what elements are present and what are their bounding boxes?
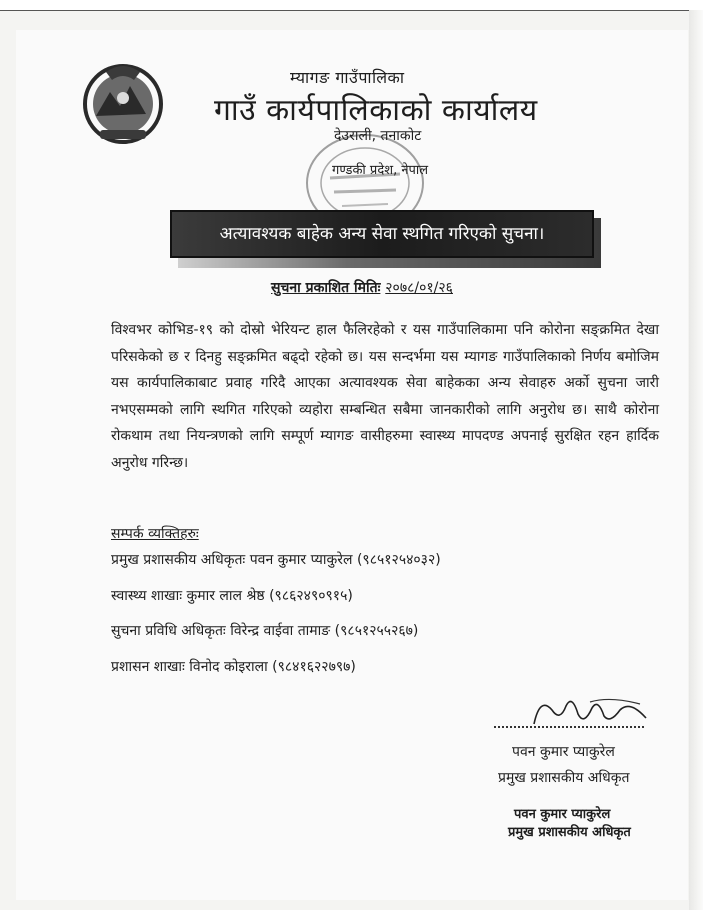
notice-body: विश्वभर कोभिड-१९ को दोस्रो भेरियन्ट हाल फैलिरहेको र यस गाउँपालिकामा पनि कोरोना सङ्क्रमित देखा परिसकेको छ र दिनहु सङ्क्रमित बढ्दो रहेको छ। यस सन्दर्भमा यस म्यागङ गाउँपालिकाको निर्णय बमोजिम यस कार्यपालिकाबाट प्रवाह गरिदै आएका अत्यावश्यक सेवा बाहेकका अन्य सेवाहरु अर्को सुचना जारी नभएसम्मको लागि स्थगित गरिएको व्यहोरा सम्बन्धित सबैमा जानकारीको लागि अनुरोध छ। साथै कोरोना रोकथाम तथा नियन्त्रणको लागि सम्पूर्ण म्यागङ वासीहरुमा स्वास्थ्य मापदण्ड अपनाई सुरक्षित रहन हार्दिक अनुरोध गरिन्छ।: [111, 322, 659, 471]
signature-line: [494, 726, 644, 728]
province-country: गण्डकी प्रदेश, नेपाल: [332, 163, 429, 178]
nepal-emblem-icon: [78, 58, 168, 148]
publication-date-label: सुचना प्रकाशित मितिः: [271, 280, 381, 296]
contact-item: प्रशासन शाखाः विनोद कोइराला (९८४१६२२७९७): [111, 659, 356, 675]
name-stamp: पवन कुमार प्याकुरेल: [514, 807, 611, 822]
publication-date: [271, 278, 453, 297]
signer-name: पवन कुमार प्याकुरेल: [512, 744, 615, 760]
scan-top-edge: [0, 0, 703, 11]
scan-right-edge: [689, 10, 703, 910]
contact-item: स्वास्थ्य शाखाः कुमार लाल श्रेष्ठ (९८६२४९०९१५): [111, 588, 353, 604]
signer-title: प्रमुख प्रशासकीय अधिकृत: [498, 770, 630, 786]
contact-item: प्रमुख प्रशासकीय अधिकृतः पवन कुमार प्याकुरेल (९८५१२५४०३२): [111, 552, 441, 568]
contacts-heading: सम्पर्क व्यक्तिहरुः: [111, 526, 199, 542]
municipality-name: म्यागङ गाउँपालिका: [290, 68, 405, 87]
publication-date-value: २०७८/०१/२६: [385, 280, 453, 296]
contact-item: सुचना प्रविधि अधिकृतः विरेन्द्र वाईवा तामाङ (९८५१२५५२६७): [111, 623, 419, 639]
handwritten-signature: [530, 692, 650, 736]
title-stamp: प्रमुख प्रशासकीय अधिकृत: [508, 825, 631, 840]
office-title: गाउँ कार्यपालिकाको कार्यालय: [214, 93, 538, 128]
notice-title-banner: अत्यावश्यक बाहेक अन्य सेवा स्थगित गरिएको सुचना।: [170, 210, 594, 258]
office-address: देउराली, तनाकोट: [334, 128, 422, 144]
